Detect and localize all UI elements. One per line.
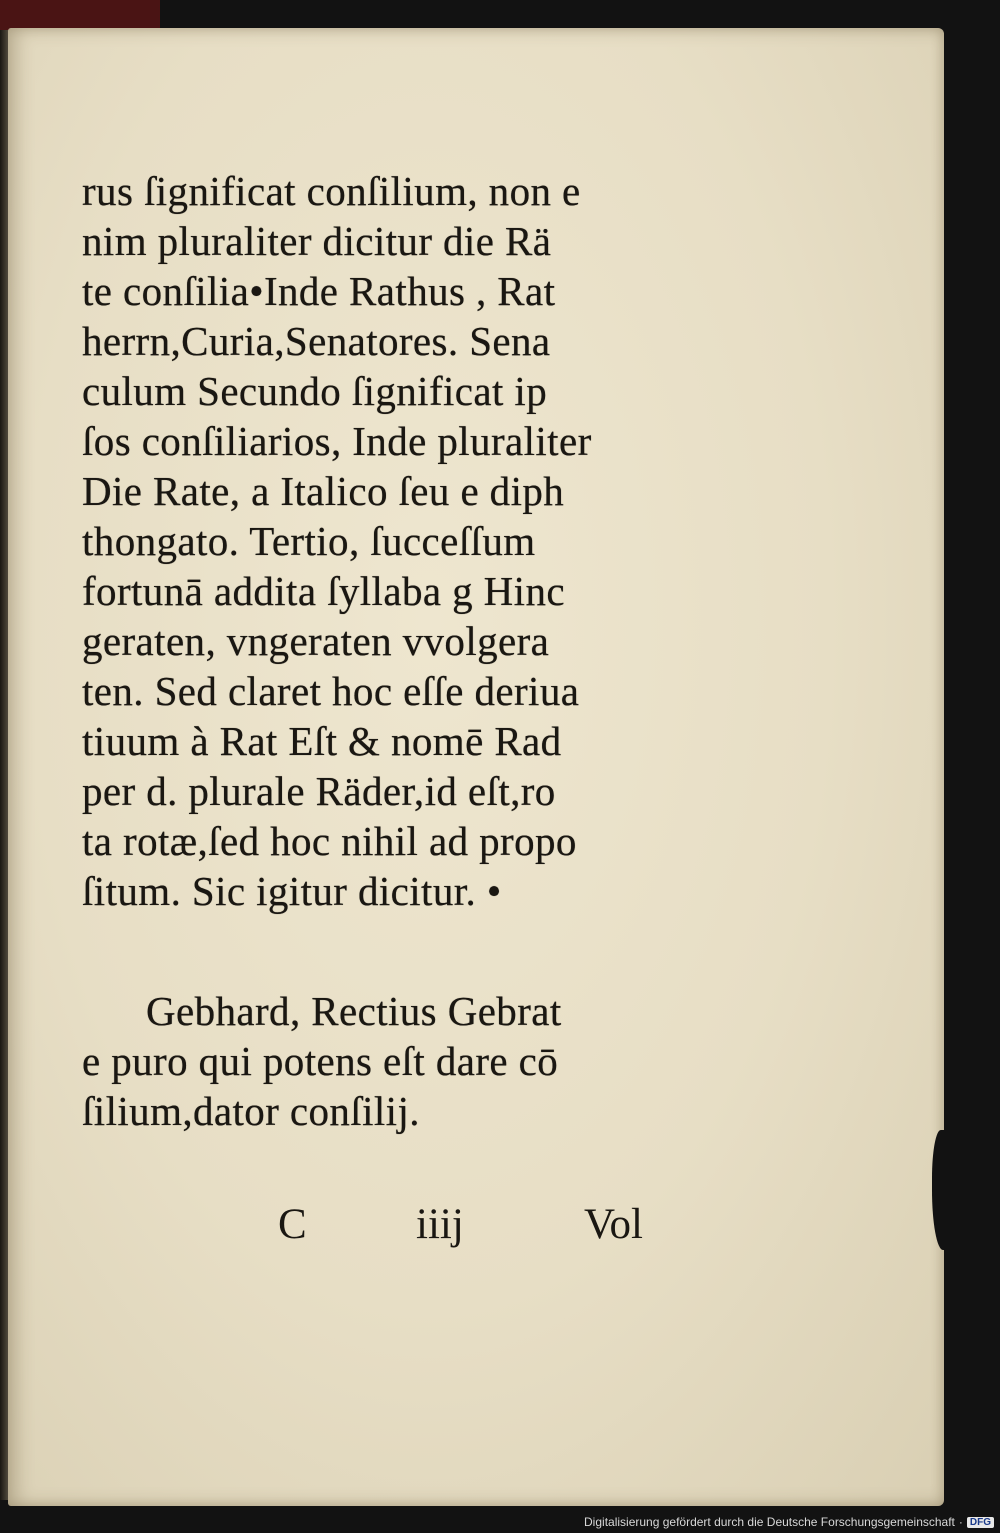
- signature-mark: C: [278, 1201, 307, 1248]
- book-page: [8, 28, 944, 1506]
- footer-credit: Digitalisierung gefördert durch die Deutsche Forschungsgemeinschaft · DFG: [584, 1515, 994, 1529]
- paragraph-line: e puro qui potens eſt dare cō: [82, 1038, 559, 1084]
- text-line: tiuum à Rat Eſt & nomē Rad: [82, 718, 562, 764]
- paragraph-gap: [82, 916, 702, 986]
- text-line: thongato. Tertio, ſucceſſum: [82, 518, 536, 564]
- text-line: te conſilia•Inde Rathus , Rat: [82, 268, 556, 314]
- text-line: rus ſignificat conſilium, non e: [82, 168, 581, 214]
- text-line: ta rotæ,ſed hoc nihil ad propo: [82, 818, 577, 864]
- dfg-logo-icon: DFG: [967, 1517, 994, 1528]
- text-line: per d. plurale Räder,id eſt,ro: [82, 768, 556, 814]
- text-line: nim pluraliter dicitur die Rä: [82, 218, 552, 264]
- text-line: herrn,Curia,Senatores. Sena: [82, 318, 551, 364]
- signature-line: [278, 1200, 698, 1260]
- text-block: [82, 166, 702, 1136]
- signature-number: iiij: [416, 1201, 464, 1248]
- text-line: Die Rate, a Italico ſeu e diph: [82, 468, 565, 514]
- text-line: culum Secundo ſignificat ip: [82, 368, 548, 414]
- text-line: ſos conſiliarios, Inde pluraliter: [82, 418, 592, 464]
- text-line: ſitum. Sic igitur dicitur. •: [82, 868, 502, 914]
- text-line: geraten, vngeraten vvolgera: [82, 618, 550, 664]
- catchword: Vol: [584, 1201, 643, 1248]
- text-line: ten. Sed claret hoc eſſe deriua: [82, 668, 580, 714]
- paragraph-line: Gebhard, Rectius Gebrat: [146, 988, 562, 1034]
- footer-credit-text: Digitalisierung gefördert durch die Deutsche Forschungsgemeinschaft: [584, 1515, 955, 1529]
- paragraph-line: ſilium,dator conſilij.: [82, 1088, 420, 1134]
- text-line: fortunā addita ſyllaba g Hinc: [82, 568, 565, 614]
- page-edge-damage: [932, 1130, 954, 1250]
